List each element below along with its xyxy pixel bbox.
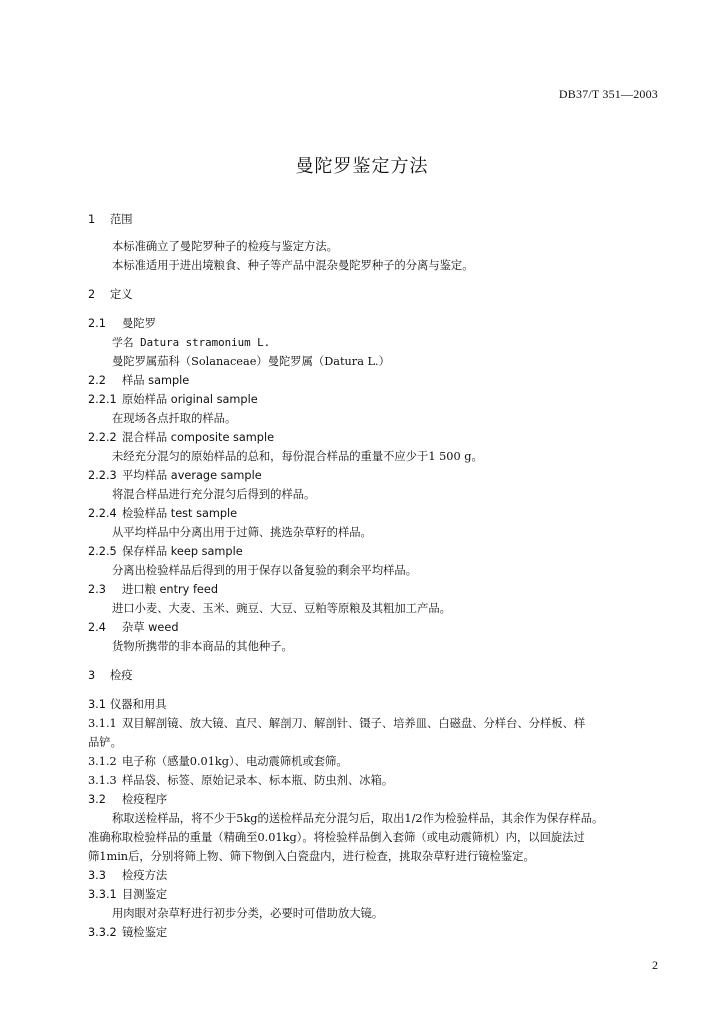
section-3-1-1: 3.1.1 双目解剖镜、放大镜、直尺、解剖刀、解剖针、镊子、培养皿、白磁盘、分样台、分样板、样 xyxy=(88,717,586,730)
section-2-2-4-desc: 从平均样品中分离出用于过筛、挑选杂草籽的样品。 xyxy=(112,526,372,539)
section-3-1-1-cont: 品铲。 xyxy=(88,736,122,749)
section-2-1-heading: 2.1 曼陀罗 xyxy=(88,317,156,330)
section-2-2-5-desc: 分离出检验样品后得到的用于保存以备复验的剩余平均样品。 xyxy=(112,564,418,577)
section-2-2-1-heading: 2.2.1 原始样品 original sample xyxy=(88,393,258,406)
section-3-1-heading: 3.1 仪器和用具 xyxy=(88,698,167,711)
section-3-1-3: 3.1.3 样品袋、标签、原始记录本、标本瓶、防虫剂、冰箱。 xyxy=(88,774,394,787)
document-body xyxy=(88,210,658,942)
section-3-3-heading: 3.3 检疫方法 xyxy=(88,869,168,882)
section-2-heading: 2 定义 xyxy=(88,288,133,301)
section-2-2-4-heading: 2.2.4 检验样品 test sample xyxy=(88,507,238,520)
section-2-4-desc: 货物所携带的非本商品的其他种子。 xyxy=(112,640,293,653)
section-2-1-line-1: 学名 Datura stramonium L. xyxy=(112,336,271,349)
section-3-2-para-line-1: 称取送检样品，将不少于5kg的送检样品充分混匀后，取出1/2作为检验样品，其余作为保存样品。 xyxy=(112,812,604,825)
section-3-3-1-heading: 3.3.1 目测鉴定 xyxy=(88,888,168,901)
section-3-2-heading: 3.2 检疫程序 xyxy=(88,793,168,806)
section-3-1-2: 3.1.2 电子称（感量0.01kg）、电动震筛机或套筛。 xyxy=(88,755,348,768)
section-2-2-heading: 2.2 样品 sample xyxy=(88,374,190,387)
section-3-heading: 3 检疫 xyxy=(88,669,133,682)
section-3-2-para-line-3: 筛1min后，分别将筛上物、筛下物倒入白瓷盘内，进行检查，挑取杂草籽进行镜检鉴定。 xyxy=(88,850,535,863)
section-2-2-2-desc: 未经充分混匀的原始样品的总和，每份混合样品的重量不应少于1 500 g。 xyxy=(112,450,483,463)
section-3-3-1-desc: 用肉眼对杂草籽进行初步分类，必要时可借助放大镜。 xyxy=(112,907,384,920)
section-2-2-5-heading: 2.2.5 保存样品 keep sample xyxy=(88,545,243,558)
section-3-2-para-line-2: 准确称取检验样品的重量（精确至0.01kg）。将检验样品倒入套筛（或电动震筛机）内，以回旋法过 xyxy=(88,831,585,844)
standard-code: DB37/T 351—2003 xyxy=(558,87,658,101)
section-2-1-line-2: 曼陀罗属茄科（Solanaceae）曼陀罗属（Datura L.） xyxy=(112,355,390,368)
section-2-2-1-desc: 在现场各点扦取的样品。 xyxy=(112,412,237,425)
section-2-2-2-heading: 2.2.2 混合样品 composite sample xyxy=(88,431,275,444)
section-2-2-3-desc: 将混合样品进行充分混匀后得到的样品。 xyxy=(112,488,316,501)
section-2-2-3-heading: 2.2.3 平均样品 average sample xyxy=(88,469,262,482)
page-title: 曼陀罗鉴定方法 xyxy=(295,156,429,177)
page-number: 2 xyxy=(652,958,658,972)
section-2-3-heading: 2.3 进口粮 entry feed xyxy=(88,583,218,596)
section-2-3-desc: 进口小麦、大麦、玉米、豌豆、大豆、豆粕等原粮及其粗加工产品。 xyxy=(112,602,451,615)
section-3-3-2-heading: 3.3.2 镜检鉴定 xyxy=(88,926,168,939)
section-1-heading: 1 范围 xyxy=(88,213,133,226)
section-1-para-2: 本标准适用于进出境粮食、种子等产品中混杂曼陀罗种子的分离与鉴定。 xyxy=(112,259,474,272)
section-1-para-1: 本标准确立了曼陀罗种子的检疫与鉴定方法。 xyxy=(112,240,338,253)
section-2-4-heading: 2.4 杂草 weed xyxy=(88,621,179,634)
